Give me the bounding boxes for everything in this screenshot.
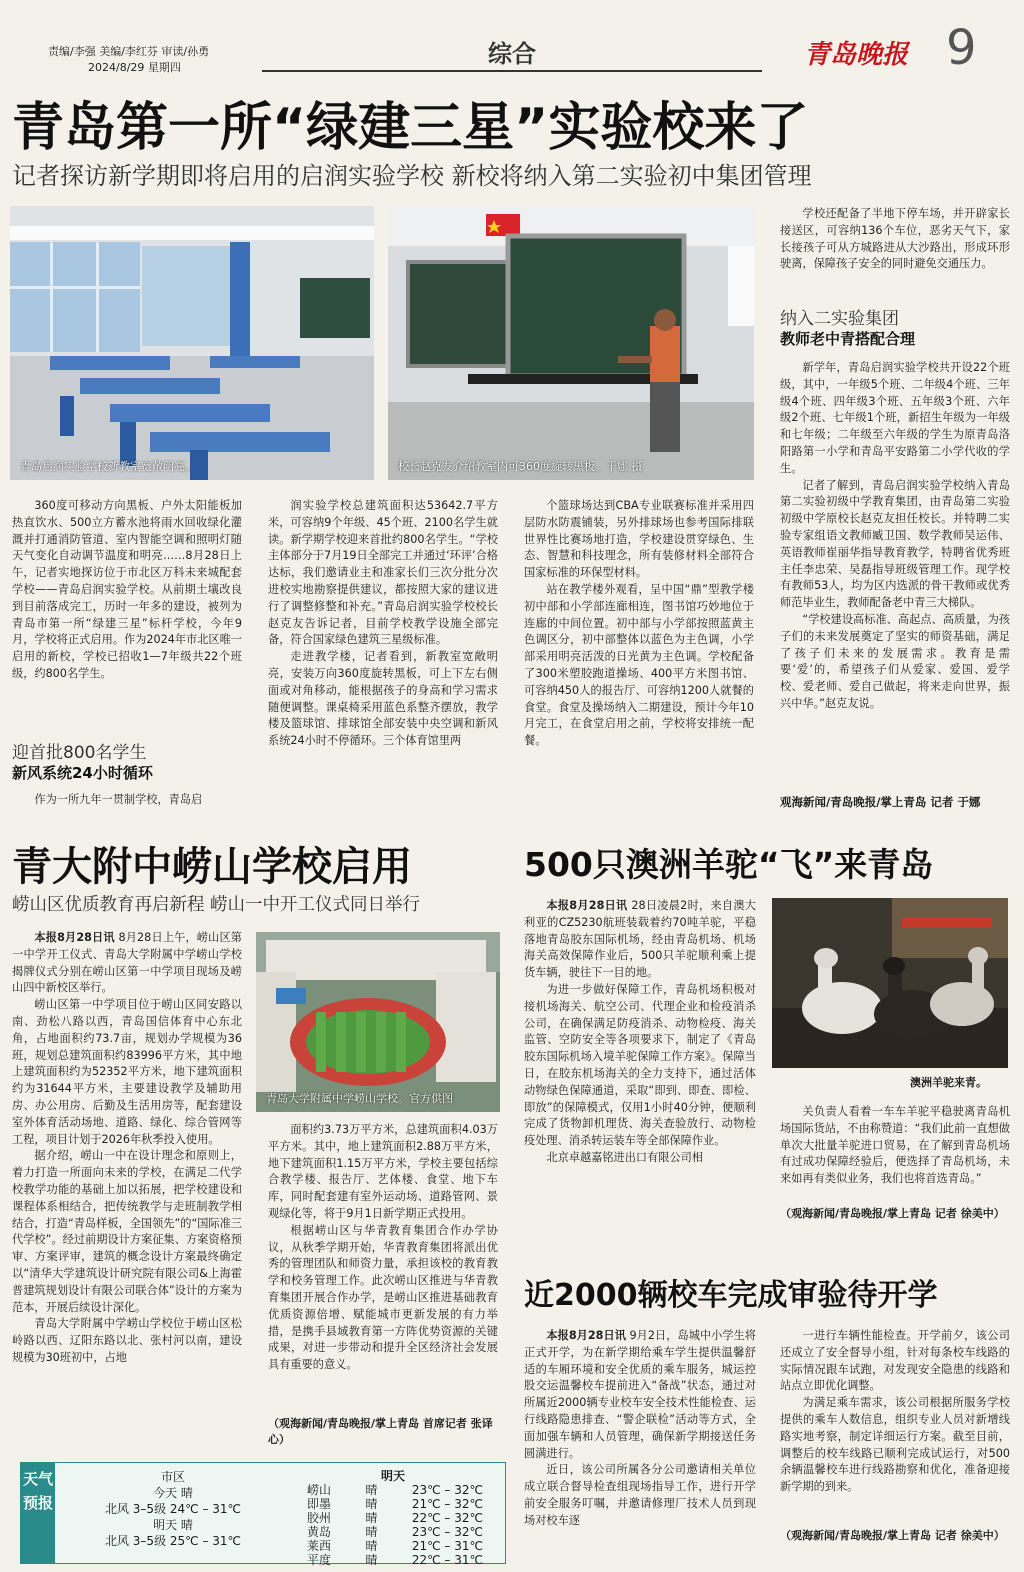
article1-subhead-1: 迎首批800名学生 (12, 743, 147, 763)
article4-col1-p2: 近日，该公司所属各分公司邀请相关单位成立联合督导检查组现场指导工作，进行开学前安全服务叮嘱，并邀请修理厂技术人员到现场对校车逐 (524, 1463, 756, 1527)
article1-col2-p1: 润实验学校总建筑面积达53642.7平方米，可容纳9个年级、45个班、2100名学生就读。新学期学校迎来首批约800名学生。“学校主体部分于7月19日全部完工并通过‘环评’合格达标，我们邀请业主和准家长们三次分批分次进校实地勘察提供建议，都按照大家的建议进行了调整修整和补充。”青岛启润实验学校校长赵克友告诉记者，目前学校教学设施全部完备，符合国家绿色建筑三星级标准。 (268, 499, 498, 647)
city-condition: 晴 (365, 1497, 378, 1511)
city-condition: 晴 (365, 1553, 378, 1567)
blackboard-photo-caption: 校长赵克友介绍教室内可360度旋转黑板。于娜 摄 (398, 460, 643, 473)
blackboard-photo (388, 206, 754, 480)
article1-col3-p2: 站在教学楼外观看，呈中国“鼎”型教学楼初中部和小学部连廊相连，图书馆巧妙地位于连廊的中间位置。初中部与小学部按照蓝黄主色调区分，初中部整体以蓝色为主色调，小学部采用明亮活泼的日光黄为主色调。学校配备了300米塑胶跑道操场、400平方米图书馆、可容纳450人的报告厅、可容纳1200人就餐的食堂。食堂及操场纳入二期建设，预计今年10月完工，在食堂启用之前，学校将安排统一配餐。 (524, 582, 754, 748)
classroom-photo (10, 206, 374, 480)
article1-col2 (268, 498, 498, 812)
article1-col1-p1: 360度可移动方向黑板、户外太阳能板加热直饮水、500立方蓄水池将雨水回收绿化灌溉并打通消防管道、室内智能空调和照明灯随天气变化自动调节温度和明亮……8月28日上午，记者实地探访位于市北区万科未来城配套学校——青岛启润实验学校。从前期土壤改良到目前落成完工，历时一年多的建设，被列为青岛市第一所“绿建三星”标杆学校，今年9月，学校将正式启用。作为2024年市北区唯一启用的新校，学校已招收1—7年级共22个班级，约800名学生。 (12, 499, 242, 680)
article3-col1-p1 (524, 898, 756, 982)
weather-city-row (283, 1539, 503, 1553)
article4-col1 (524, 1328, 756, 1560)
weather-urban (73, 1469, 273, 1549)
city-temp: 21℃ – 31℃ (411, 1539, 483, 1553)
weather-area: 市区 (160, 1470, 185, 1484)
article1-byline: 观海新闻/青岛晚报/掌上青岛 记者 于娜 (780, 795, 981, 809)
article2-deck: 崂山区优质教育再启新程 崂山一中开工仪式同日举行 (12, 895, 421, 915)
weather-city-row (283, 1511, 503, 1525)
article2-col2-p1: 面积约3.73万平方米，总建筑面积4.03万平方米。其中，地上建筑面积2.88万平方米，地下建筑面积1.15万平方米，学校主要包括综合教学楼、报告厅、艺体楼、食堂、地下车库，同时配套建有室外运动场、道路管网、景观绿化等，将于9月1日新学期正式投用。 (268, 1123, 498, 1220)
city-temp: 21℃ – 32℃ (411, 1497, 483, 1511)
alpaca-photo (772, 898, 1008, 1068)
article1-col4-p3: 记者了解到，青岛启润实验学校纳入青岛第二实验初级中学教育集团，由青岛第二实验初级中学原校长赵克友担任校长。并特聘二实验专家组语文教师臧卫国、数学教师吴运伟、英语教师崔丽华指导教育教学，特聘省优秀班主任李忠荣、吴磊指导班级管理工作。现学校有教师53人，均为区内选派的骨干教师或优秀师范毕业生，教师配备老中青三大梯队。 (780, 478, 1010, 610)
city-name: 胶州 (307, 1511, 332, 1525)
article4-col1-p1 (524, 1328, 756, 1462)
weather-today-detail: 北风 3–5级 24℃ – 31℃ (104, 1502, 242, 1516)
city-name: 崂山 (307, 1483, 332, 1497)
article1-col4-p1: 学校还配备了半地下停车场，并开辟家长接送区，可容纳136个车位，恶劣天气下，家长接孩子可从方城路进从大沙路出，形成环形驶离，保障孩子安全的同时避免交通压力。 (780, 207, 1010, 271)
article1-col3-p1: 个篮球场达到CBA专业联赛标准并采用四层防水防震铺装，另外排球场也参考国际排联世界性比赛场地打造，学校建设贯穿绿色、生态、智慧和科技理念，所有装修材料全部符合国家标准的环保型材料。 (524, 499, 754, 580)
weather-city-list (283, 1469, 503, 1567)
article1-col1 (12, 498, 242, 738)
article2-col1 (12, 930, 242, 1456)
alpaca-photo-caption: 澳洲羊驼来青。 (910, 1076, 987, 1089)
article3-col2 (780, 1104, 1010, 1208)
city-temp: 23℃ – 32℃ (411, 1525, 483, 1539)
blackboard-illustration (388, 206, 754, 480)
city-name: 黄岛 (307, 1525, 332, 1539)
article1-col2-p2: 走进教学楼，记者看到，新教室宽敞明亮，安装万向360度旋转黑板，可上下左右侧面或对角移动，能根据孩子的身高和学习需求随便调整。课桌椅采用蓝色系整齐摆放，教学楼及篮球馆、排球馆全部安装中央空调和新风系统24小时不停循环。三个体育馆里两 (268, 650, 498, 748)
article1-deck: 记者探访新学期即将启用的启润实验学校 新校将纳入第二实验初中集团管理 (12, 162, 812, 190)
article1-subhead-3: 纳入二实验集团 (780, 309, 899, 329)
city-temp: 23℃ – 32℃ (411, 1483, 483, 1497)
weather-tomorrow-detail: 北风 3–5级 25℃ – 31℃ (104, 1534, 242, 1548)
city-name: 即墨 (307, 1497, 332, 1511)
weather-tomorrow-label: 明天 晴 (153, 1518, 193, 1532)
weather-today-label: 今天 晴 (153, 1486, 193, 1500)
article3-lead: 本报8月28日讯 (546, 899, 628, 912)
article1-col4-top (780, 206, 1010, 292)
weather-box (20, 1462, 506, 1567)
article4-col2 (780, 1328, 1010, 1528)
weather-city-row (283, 1497, 503, 1511)
article4-col2-p2: 为满足乘车需求，该公司根据所服务学校提供的乘车人数信息，组织专业人员对新增线路实地考察，制定详细运行方案。截至目前，调整后的校车线路已顺利完成试运行，对500余辆温馨校车进行线路勘察和优化，准备迎接新学期的到来。 (780, 1396, 1010, 1494)
city-condition: 晴 (365, 1525, 378, 1539)
article4-byline: （观海新闻/青岛晚报/掌上青岛 记者 徐美中） (780, 1529, 1005, 1542)
article3-col1-p2: 为进一步做好保障工作，青岛机场积极对接机场海关、航空公司、代理企业和检疫消杀公司，在确保满足防疫消杀、动物检疫、海关监管、空防安全等各项要求下，制定了《青岛胶东国际机场入境羊驼保障工作方案》。保障当日，在胶东机场海关的全力支持下，通过活体动物绿色保障通道，采取“即到、即查、即检、即放”的保障模式，仅用1小时40分钟，便顺利完成了货物卸机理货、海关查验放行、动物检疫处理、消杀转运装车等全部保障作业。 (524, 982, 756, 1148)
section-rule (262, 70, 762, 72)
article1-subhead-2: 新风系统24小时循环 (12, 764, 153, 782)
article4-headline: 近2000辆校车完成审验待开学 (524, 1278, 938, 1313)
article4-col1-p1-text: 9月2日，岛城中小学生将正式开学，为在新学期给乘车学生提供温馨舒适的车厢环境和安全优质的乘车服务，城运控股交运温馨校车提前进入“备战”状态，通过对所属近2000辆专业校车安全技术性能检查、运行线路隐患排查、“警企联检”活动等方式，全面加强车辆和人员管理，确保新学期接送任务圆满进行。 (524, 1329, 756, 1460)
article1-col3 (524, 498, 754, 812)
city-name: 莱西 (307, 1539, 332, 1553)
page-meta (48, 44, 209, 76)
school-aerial-illustration (256, 932, 500, 1112)
city-condition: 晴 (365, 1511, 378, 1525)
city-temp: 22℃ – 32℃ (411, 1511, 483, 1525)
article1-subhead-4: 教师老中青搭配合理 (780, 330, 916, 348)
city-name: 平度 (307, 1553, 332, 1567)
article2-col1-p2: 崂山区第一中学项目位于崂山区同安路以南、劲松八路以西，青岛国信体育中心东北角，占地面积约73.7亩，规划办学规模为36班，规划总建筑面积约83996平方米，其中地上建筑面积约为52352平方米，地下建筑面积约为31644平方米，主要建设教学及辅助用房、办公用房、后勤及生活用房等，配套建设室外体育活动场地、道路、绿化、综合管网等工程，项目计划于2026年秋季投入使用。 (12, 998, 242, 1146)
weather-city-row (283, 1553, 503, 1567)
article2-col1-p1-text: 8月28日上午，崂山区第一中学开工仪式、青岛大学附属中学崂山学校揭牌仪式分别在崂山区第一中学项目现场及崂山四中新校区举行。 (12, 931, 242, 995)
article1-col1-p2: 作为一所九年一贯制学校，青岛启 (34, 793, 203, 806)
article4-col2-p1: 一进行车辆性能检查。开学前夕，该公司还成立了安全督导小组，针对每条校车线路的实际情况跟车试跑，对发现安全隐患的线路和站点立即优化调整。 (780, 1329, 1010, 1393)
article2-col2 (268, 1122, 498, 1422)
classroom-illustration (10, 206, 374, 480)
school-aerial-photo (256, 932, 500, 1112)
article3-col1-p1-text: 28日凌晨2时，来自澳大利亚的CZ5230航班装载着约70吨羊驼，平稳落地青岛胶东国际机场，经由青岛机场、机场海关高效保障作业后，500只羊驼顺利乘上提货车辆，驶往下一目的地。 (524, 899, 756, 980)
article3-col2-p1: 关负责人看着一车车羊驼平稳驶离青岛机场国际货站，不由称赞道：“我们此前一直想做单次大批量羊驼进口贸易，在了解到青岛机场有过成功保障经验后，便选择了青岛机场，未来如再有类似业务，我们也将首选青岛。” (780, 1105, 1010, 1186)
page-number: 9 (946, 20, 977, 76)
masthead-logo: 青岛晚报 (804, 40, 909, 70)
article2-headline: 青大附中崂山学校启用 (12, 844, 412, 890)
article3-col1-p3: 北京卓越嘉铭进出口有限公司相 (546, 1150, 704, 1164)
article2-col1-p3: 据介绍，崂山一中在设计理念和原则上，着力打造一所面向未来的学校，在满足二代学校教学功能的基础上加以拓展，把学校建设和课程体系相结合，把传统教学与走班制教学相结合，打造“青岛样板，全国领先”的“国际准三代学校”。经过前期设计方案征集、方案资格预审、方案评审，建筑的概念设计方案最终确定以“清华大学建筑设计研究院有限公司&上海霍普建筑规划设计有限公司联合体”设计的方案为范本，开展后续设计深化。 (12, 1149, 242, 1314)
city-condition: 晴 (365, 1483, 378, 1497)
article1-col4-p2: 新学年，青岛启润实验学校共开设22个班级，其中，一年级5个班、二年级4个班、三年级4个班、四年级3个班、五年级3个班、六年级2个班、七年级1个班，新招生年级为一年级和七年级；二年级至六年级的学生为原青岛洛阳路第一小学和青岛平安路第二小学代收的学生。 (780, 361, 1010, 475)
classroom-photo-caption: 青岛启润实验学校新教室宽敞明亮。 (20, 460, 196, 473)
city-temp: 22℃ – 31℃ (411, 1553, 483, 1567)
article3-headline: 500只澳洲羊驼“飞”来青岛 (524, 845, 934, 884)
section-title: 综合 (488, 40, 536, 68)
school-photo-caption: 青岛大学附属中学崂山学校。官方供图 (266, 1092, 453, 1105)
article2-col1-p4: 青岛大学附属中学崂山学校位于崂山区松岭路以西、辽阳东路以北、张村河以南，建设规模为30班初中，占地 (12, 1317, 242, 1364)
article3-byline: （观海新闻/青岛晚报/掌上青岛 记者 徐美中） (780, 1207, 1005, 1220)
article2-byline: （观海新闻/青岛晚报/掌上青岛 首席记者 张译心） (268, 1417, 493, 1446)
article1-headline: 青岛第一所“绿建三星”实验校来了 (12, 98, 809, 158)
article3-col1 (524, 898, 756, 1242)
editors-line: 责编/李强 美编/李红芬 审读/孙勇 (48, 45, 210, 58)
article2-lead: 本报8月28日讯 (34, 931, 115, 944)
issue-date: 2024/8/29 星期四 (88, 61, 181, 74)
weather-city-row (283, 1483, 503, 1497)
article1-col4-p4: “学校建设高标准、高起点、高质量，为孩子们的未来发展奠定了坚实的师资基础，满足了孩子们未来的发展需求。教育是需要‘爱’的，希望孩子们从爱家、爱国、爱学校、爱老师、爱自己做起，将来走向世界，振兴中华。”赵克友说。 (780, 612, 1010, 710)
article2-col2-p2: 根据崂山区与华青教育集团合作办学协议，从秋季学期开始，华青教育集团将派出优秀的管理团队和师资力量，承担该校的教育教学和校务管理工作。此次崂山区推进与华青教育集团开展合作办学，是崂山区推进基础教育优质资源倍增、赋能城市更新发展的有力举措，是携手县域教育第一方阵优势资源的关键成果，对进一步带动和提升全区经济社会发展具有重要的意义。 (268, 1223, 498, 1372)
article2-col1-p1 (12, 930, 242, 997)
article4-lead: 本报8月28日讯 (546, 1329, 626, 1342)
weather-tag: 天气预报 (21, 1463, 55, 1563)
weather-city-row (283, 1525, 503, 1539)
weather-list-title: 明天 (380, 1469, 405, 1483)
alpaca-illustration (772, 898, 1008, 1068)
article1-col4 (780, 360, 1010, 792)
city-condition: 晴 (365, 1539, 378, 1553)
article1-col1-cont (12, 792, 242, 812)
